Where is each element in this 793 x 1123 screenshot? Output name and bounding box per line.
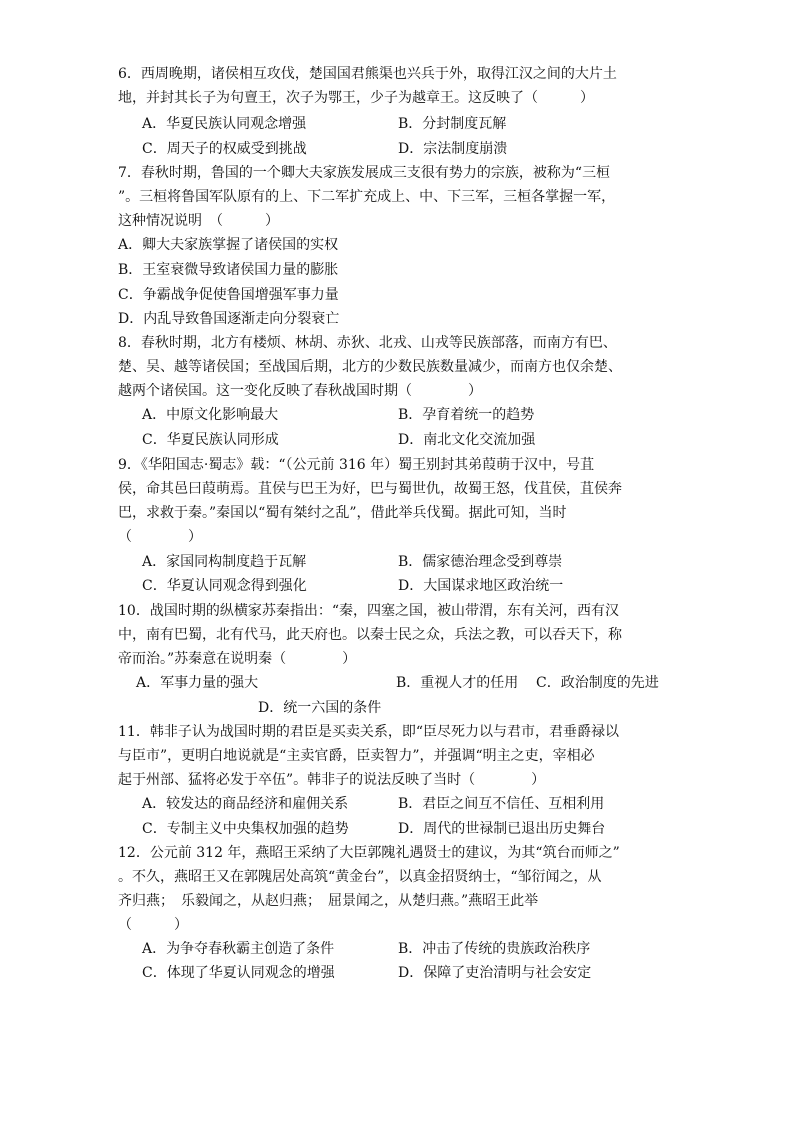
question-10-stem-line-1: 10．战国时期的纵横家苏秦指出：“秦，四塞之国，被山带渭，东有关河，西有汉	[118, 603, 619, 619]
question-6-option-a[interactable]: A．华夏民族认同观念增强	[142, 116, 307, 132]
question-10-option-c[interactable]: C．政治制度的先进	[536, 675, 659, 691]
question-12-option-b[interactable]: B．冲击了传统的贵族政治秩序	[398, 941, 591, 957]
question-11-stem-line-3: 起于州部、猛将必发于卒伍”。韩非子的说法反映了当时（ ）	[118, 772, 546, 788]
question-7-option-a[interactable]: A．卿大夫家族掌握了诸侯国的实权	[118, 237, 339, 253]
question-10-option-b[interactable]: B．重视人才的任用	[396, 675, 519, 691]
question-11-option-d[interactable]: D．周代的世禄制已退出历史舞台	[398, 821, 606, 837]
question-9-option-c[interactable]: C．华夏认同观念得到强化	[142, 578, 307, 594]
question-11-option-a[interactable]: A．较发达的商品经济和雇佣关系	[142, 796, 349, 812]
question-6-option-d[interactable]: D．宗法制度崩溃	[398, 141, 508, 157]
question-6-option-c[interactable]: C．周天子的权威受到挑战	[142, 141, 307, 157]
question-9-stem-line-1: 9．《华阳国志·蜀志》载：“（公元前 316 年）蜀王别封其弟葭萌于汉中，号苴	[118, 457, 595, 473]
question-10-option-a[interactable]: A．军事力量的强大	[136, 675, 259, 691]
question-12-option-c[interactable]: C．体现了华夏认同观念的增强	[142, 965, 335, 981]
question-12-option-d[interactable]: D．保障了吏治清明与社会安定	[398, 965, 592, 981]
question-11-stem-line-2: 与臣市”，更明白地说就是“主卖官爵，臣卖智力”，并强调“明主之吏，宰相必	[118, 748, 595, 764]
question-11-option-b[interactable]: B．君臣之间互不信任、互相利用	[398, 796, 605, 812]
question-7-option-b[interactable]: B．王室衰微导致诸侯国力量的膨胀	[118, 262, 339, 278]
question-11-option-c[interactable]: C．专制主义中央集权加强的趋势	[142, 821, 349, 837]
question-9-option-b[interactable]: B．儒家德治理念受到尊崇	[398, 554, 563, 570]
question-8-option-b[interactable]: B．孕育着统一的趋势	[398, 407, 535, 423]
question-6-option-b[interactable]: B．分封制度瓦解	[398, 116, 507, 132]
question-12-stem-line-2: 。不久，燕昭王又在郭隗居处高筑“黄金台”，以真金招贤纳士，“邹衍闻之，从	[118, 869, 602, 885]
question-8-stem-line-1: 8．春秋时期，北方有楼烦、林胡、赤狄、北戎、山戎等民族部落，而南方有巴、	[118, 335, 617, 351]
question-8-option-d[interactable]: D．南北文化交流加强	[398, 432, 536, 448]
question-6-stem-line-1: 6．西周晚期，诸侯相互攻伐，楚国国君熊渠也兴兵于外，取得江汉之间的大片土	[118, 66, 617, 82]
question-7-stem-line-3: 这种情况说明 （ ）	[118, 213, 279, 229]
question-8-stem-line-3: 越两个诸侯国。这一变化反映了春秋战国时期（ ）	[118, 383, 482, 399]
question-9-stem-line-3: 巴，求救于秦。”秦国以“蜀有桀纣之乱”，借此举兵伐蜀。据此可知，当时	[118, 505, 567, 521]
question-9-option-a[interactable]: A．家国同构制度趋于瓦解	[142, 554, 307, 570]
question-12-stem-line-3: 齐归燕； 乐毅闻之，从赵归燕； 屈景闻之，从楚归燕。”燕昭王此举	[118, 893, 539, 909]
question-11-stem-line-1: 11．韩非子认为战国时期的君臣是买卖关系，即“臣尽死力以与君市，君垂爵禄以	[118, 724, 619, 740]
question-8-stem-line-2: 楚、吴、越等诸侯国；至战国后期，北方的少数民族数量减少，而南方也仅余楚、	[118, 359, 622, 375]
question-7-stem-line-2: ”。三桓将鲁国军队原有的上、下二军扩充成上、中、下三军，三桓各掌握一军，	[118, 189, 616, 205]
question-7-option-d[interactable]: D．内乱导致鲁国逐渐走向分裂衰亡	[118, 311, 340, 327]
question-9-option-d[interactable]: D．大国谋求地区政治统一	[398, 578, 564, 594]
question-10-stem-line-2: 中，南有巴蜀，北有代马，此天府也。以秦士民之众，兵法之教，可以吞天下，称	[118, 627, 622, 643]
question-12-stem-line-1: 12．公元前 312 年，燕昭王采纳了大臣郭隗礼遇贤士的建议，为其“筑台而师之”	[118, 845, 620, 861]
question-8-option-a[interactable]: A．中原文化影响最大	[142, 407, 279, 423]
question-7-option-c[interactable]: C．争霸战争促使鲁国增强军事力量	[118, 287, 339, 303]
question-9-stem-line-2: 侯，命其邑曰葭萌焉。苴侯与巴王为好，巴与蜀世仇，故蜀王怒，伐苴侯，苴侯奔	[118, 481, 622, 497]
question-10-stem-line-3: 帝而治。”苏秦意在说明秦（ ）	[118, 651, 357, 667]
question-6-stem-line-2: 地，并封其长子为句亶王，次子为鄂王，少子为越章王。这反映了（ ）	[118, 90, 594, 106]
question-9-stem-line-4: （ ）	[118, 529, 202, 545]
question-7-stem-line-1: 7．春秋时期，鲁国的一个卿大夫家族发展成三支很有势力的宗族，被称为“三桓	[118, 165, 611, 181]
question-12-stem-line-4: （ ）	[118, 917, 188, 933]
question-10-option-d[interactable]: D．统一六国的条件	[258, 700, 382, 716]
question-8-option-c[interactable]: C．华夏民族认同形成	[142, 432, 279, 448]
question-12-option-a[interactable]: A．为争夺春秋霸主创造了条件	[142, 941, 335, 957]
